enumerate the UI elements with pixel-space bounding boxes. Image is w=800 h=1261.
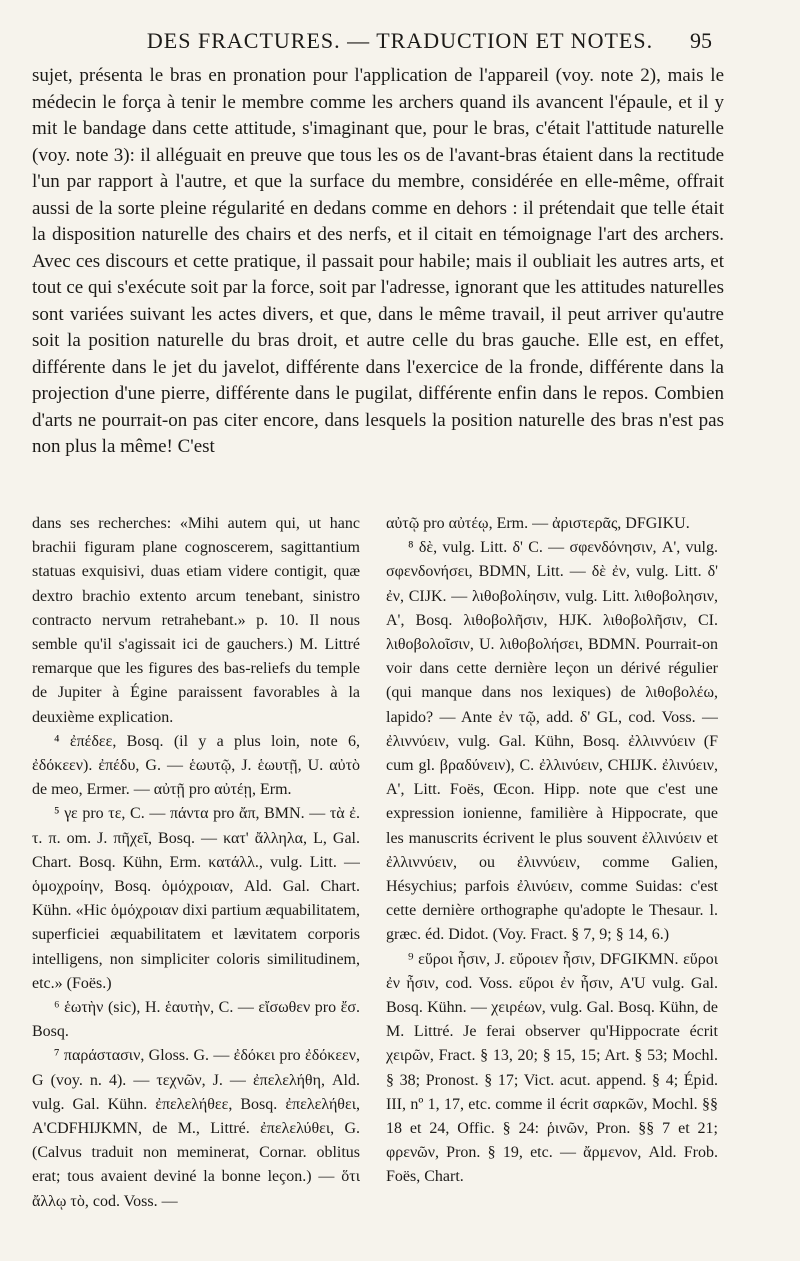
footnote-5: ⁵ γε pro τε, C. — πάντα pro ἄπ, BMN. — τὰ ἐ. τ. π. om. J. πῆχεῖ, Bosq. — κατ' ἄλληλα, L, Gal. Chart. Bosq. Kühn, Erm. κατάλλ., vulg. Litt. — ὁμοχροίην, Bosq. ὁμόχροιαν, Ald. Gal. Chart. Kühn. «Hic ὁμόχροιαν dixi partium æquabilitatem, superficiei æquabilitatem et lævitatem corporis intelligens, non simpliciter coloris similitudinem, etc.» (Foës.) — [32, 805, 360, 992]
footnote-7-continued: αὐτῷ pro αὐτέῳ, Erm. — ἀριστερᾶς, DFGIKU. — [386, 515, 690, 532]
main-paragraph: sujet, présenta le bras en pronation pour l'application de l'appareil (voy. note 2), mais le médecin le força à tenir le membre comme les archers quand ils avancent l'épaule, et il y mit le bandage dans cette attitude, s'imaginant que, pour le bras, c'était l'attitude naturelle (voy. note 3): il alléguait en preuve que tous les os de l'avant-bras étaient dans la rectitude l'un par rapport à l'autre, et que la surface du membre, considérée en elle-même, offrait aussi de la sorte pleine régularité en dedans comme en dehors : il prétendait que telle était la disposition naturelle des chairs et des nerfs, et il citait en témoignage l'art des archers. Avec ces discours et cette pratique, il passait pour habile; mais il oubliait les autres arts, et tout ce qui s'exécute soit par la force, soit par l'adresse, ignorant que les attitudes naturelles sont variées suivant les actes divers, et que, dans le même travail, il peut arriver qu'autre soit la position naturelle du bras droit, et autre celle du bras gauche. Elle est, en effet, différente dans le jet du javelot, différente dans l'exercice de la fronde, différente dans la projection d'une pierre, différente dans le pugilat, différente enfin dans le repos. Combien d'arts ne pourrait-on pas citer encore, dans lesquels la position naturelle des bras n'est pas non plus la même! C'est — [32, 65, 724, 457]
footnote-6: ⁶ ἑωτὴν (sic), H. ἑαυτὴν, C. — εἴσωθεν pro ἔσ. Bosq. — [32, 999, 360, 1041]
page-header — [0, 28, 800, 58]
footnote-3-continued: dans ses recherches: «Mihi autem qui, ut hanc brachii figuram plane cognoscerem, sagittantium statuas exquisivi, duas etiam videre contigit, quæ dextro brachio extento arcum tenebant, sinistro contracto nervum retrahebant.» p. 10. Il nous semble qu'il s'agissait ici de gauchers.) M. Littré remarque que les figures des bas-reliefs du temple de Jupiter à Égine paraissent favorables à la deuxième explication. — [32, 515, 360, 726]
footnotes-left-column — [32, 512, 360, 1237]
main-text-block — [32, 63, 724, 461]
footnote-7: ⁷ παράστασιν, Gloss. G. — ἐδόκει pro ἐδόκεεν, G (voy. n. 4). — τεχνῶν, J. — ἐπελελήθη, Ald. vulg. Gal. Kühn. ἐπελελήθεε, Bosq. ἐπελελήθει, A'CDFHIJKMN, de M., Littré. ἐπελελύθει, G. (Calvus traduit non meminerat, Cornar. oblitus erat; tous avaient deviné la bonne leçon.) — ὅτι ἄλλῳ τὸ, cod. Voss. — — [32, 1047, 360, 1210]
footnote-9: ⁹ εὕροι ἦσιν, J. εὔροιεν ἦσιν, DFGIKMN. εὕροι ἐν ἦσιν, cod. Voss. εὕροι ἐν ἦσιν, A'U vulg. Gal. Bosq. Kühn. — χειρέων, vulg. Gal. Bosq. Kühn, de M. Littré. Je ferai observer qu'Hippocrate écrit χειρῶν, Fract. § 13, 20; § 15, 15; Art. § 53; Mochl. § 38; Pronost. § 17; Vict. acut. append. § 4; Épid. III, nº 1, 17, etc. comme il écrit σαρκῶν, Mochl. §§ 18 et 24, Offic. § 24: ῥινῶν, Pron. §§ 7 et 21; φρενῶν, Pron. § 19, etc. — ἄρμενον, Ald. Frob. Foës, Chart. — [386, 950, 718, 1186]
footnote-4: ⁴ ἐπέδεε, Bosq. (il y a plus loin, note 6, ἐδόκεεν). ἐπέδυ, G. — ἑωυτῷ, J. ἑωυτῇ, U. αὐτὸ de meo, Ermer. — αὐτῇ pro αὐτέῃ, Erm. — [32, 732, 360, 799]
footnotes-right-column — [386, 512, 718, 1237]
running-title: DES FRACTURES. — TRADUCTION ET NOTES. — [146, 28, 654, 53]
footnote-8: ⁸ δὲ, vulg. Litt. δ' C. — σφενδόνησιν, A', vulg. σφενδονήσει, BDMN, Litt. — δὲ ἐν, vulg. Litt. δ' ἐν, CIJK. — λιθοβολίησιν, vulg. Litt. λιθοβολησιν, A', Bosq. λιθοβολῆσιν, HJK. λιθοβολῆσιν, CI. λιθοβολοῖσιν, U. λιθοβολήσει, BDMN. Pourrait-on voir dans cette dernière leçon un dérivé régulier (qui manque dans nos lexiques) de λιθοβολέω, lapido? — Ante ἐν τῷ, add. δ' GL, cod. Voss. — ἐλιννύειν, vulg. Gal. Kühn, Bosq. ἐλλιννύειν (F cum gl. βραδύνειν), C. ἐλλινύειν, CHIJK. ἐλινύειν, A', Litt. Foës, Œcon. Hipp. note que c'est une expression ionienne, familière à Hippocrate, que les manuscrits écrivent le plus souvent ἐλλινύειν et ἐλλιννύειν, ou ἐλιννύειν, comme Galien, Hésychius; parfois ἐλινύειν, comme Suidas: c'est cette dernière orthographe qu'adopte le Thesaur. l. græc. éd. Didot. (Voy. Fract. § 7, 9; § 14, 6.) — [386, 539, 718, 944]
page-number: 95 — [690, 28, 712, 53]
